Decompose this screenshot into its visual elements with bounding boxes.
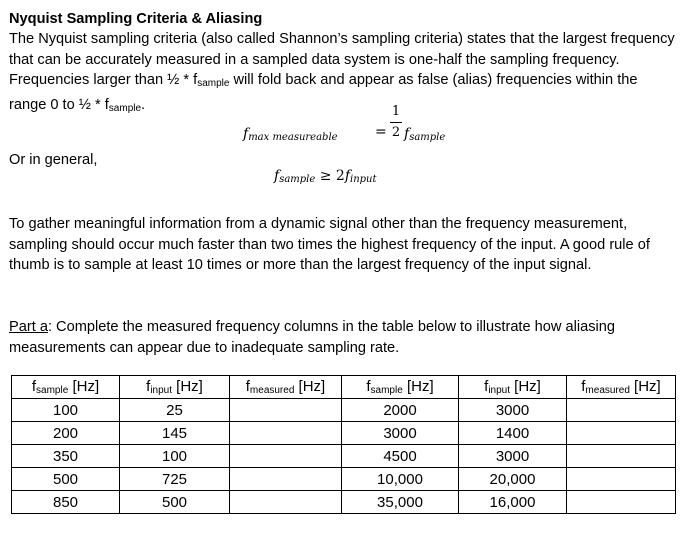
table-cell: 100 — [12, 399, 120, 422]
table-cell: 4500 — [342, 445, 459, 468]
one-half-fraction: 1 2 — [391, 104, 401, 140]
general-equation: $f_{sample} \ge 2f_{input}$ — [274, 168, 377, 185]
measured-frequency-cell[interactable] — [567, 422, 676, 445]
column-header: $f_{input}$ [Hz] — [459, 376, 567, 399]
column-header: $f_{input}$ [Hz] — [120, 376, 230, 399]
page-title: Nyquist Sampling Criteria & Aliasing — [9, 11, 263, 27]
column-header: $f_{sample}$ [Hz] — [12, 376, 120, 399]
table-cell: 500 — [12, 468, 120, 491]
table-cell: 16,000 — [459, 491, 567, 514]
measured-frequency-cell[interactable] — [567, 468, 676, 491]
measured-frequency-cell[interactable] — [230, 491, 342, 514]
table-cell: 850 — [12, 491, 120, 514]
measured-frequency-cell[interactable] — [230, 399, 342, 422]
intro-paragraph: The Nyquist sampling criteria (also called Shannon’s sampling criteria) states that the largest frequency that can be accurately measured in a sampled data system is one-half the sampling frequency. Frequencies larger than ½ * $f_{sample}$ will fold back and appear as false (alias) frequencies within the range 0 to ½ * $f_{sample}$. — [9, 31, 675, 114]
table-cell: 2000 — [342, 399, 459, 422]
table-cell: 25 — [120, 399, 230, 422]
table-row — [12, 422, 676, 445]
table-cell: 35,000 — [342, 491, 459, 514]
nyquist-equation: $f_{max measureable}$ = 1 2 $f_{sample}$ — [243, 104, 446, 143]
column-header: $f_{measured}$ [Hz] — [230, 376, 342, 399]
table-cell: 100 — [120, 445, 230, 468]
aliasing-table — [11, 375, 676, 514]
table-row — [12, 399, 676, 422]
table-row — [12, 468, 676, 491]
in-general-text: Or in general, — [9, 152, 98, 168]
table-cell: 200 — [12, 422, 120, 445]
measured-frequency-cell[interactable] — [230, 445, 342, 468]
table-header-row — [12, 376, 676, 399]
measured-frequency-cell[interactable] — [567, 399, 676, 422]
measured-frequency-cell[interactable] — [567, 445, 676, 468]
measured-frequency-cell[interactable] — [567, 491, 676, 514]
table-cell: 1400 — [459, 422, 567, 445]
table-cell: 20,000 — [459, 468, 567, 491]
measured-frequency-cell[interactable] — [230, 468, 342, 491]
measured-frequency-cell[interactable] — [230, 422, 342, 445]
table-cell: 500 — [120, 491, 230, 514]
table-cell: 145 — [120, 422, 230, 445]
table-cell: 3000 — [459, 445, 567, 468]
table-cell: 10,000 — [342, 468, 459, 491]
table-cell: 725 — [120, 468, 230, 491]
rule-of-thumb-paragraph: To gather meaningful information from a dynamic signal other than the frequency measurement, sampling should occur much faster than two times the highest frequency of the input. A good rule of thumb is to sample at least 10 times or more than the largest frequency of the input signal. — [9, 216, 650, 274]
table-row — [12, 445, 676, 468]
column-header: $f_{measured}$ [Hz] — [567, 376, 676, 399]
table-cell: 3000 — [459, 399, 567, 422]
column-header: $f_{sample}$ [Hz] — [342, 376, 459, 399]
table-cell: 3000 — [342, 422, 459, 445]
part-a-instructions: Part a: Complete the measured frequency columns in the table below to illustrate how aliasing measurements can appear due to inadequate sampling rate. — [9, 319, 615, 356]
table-cell: 350 — [12, 445, 120, 468]
table-row — [12, 491, 676, 514]
